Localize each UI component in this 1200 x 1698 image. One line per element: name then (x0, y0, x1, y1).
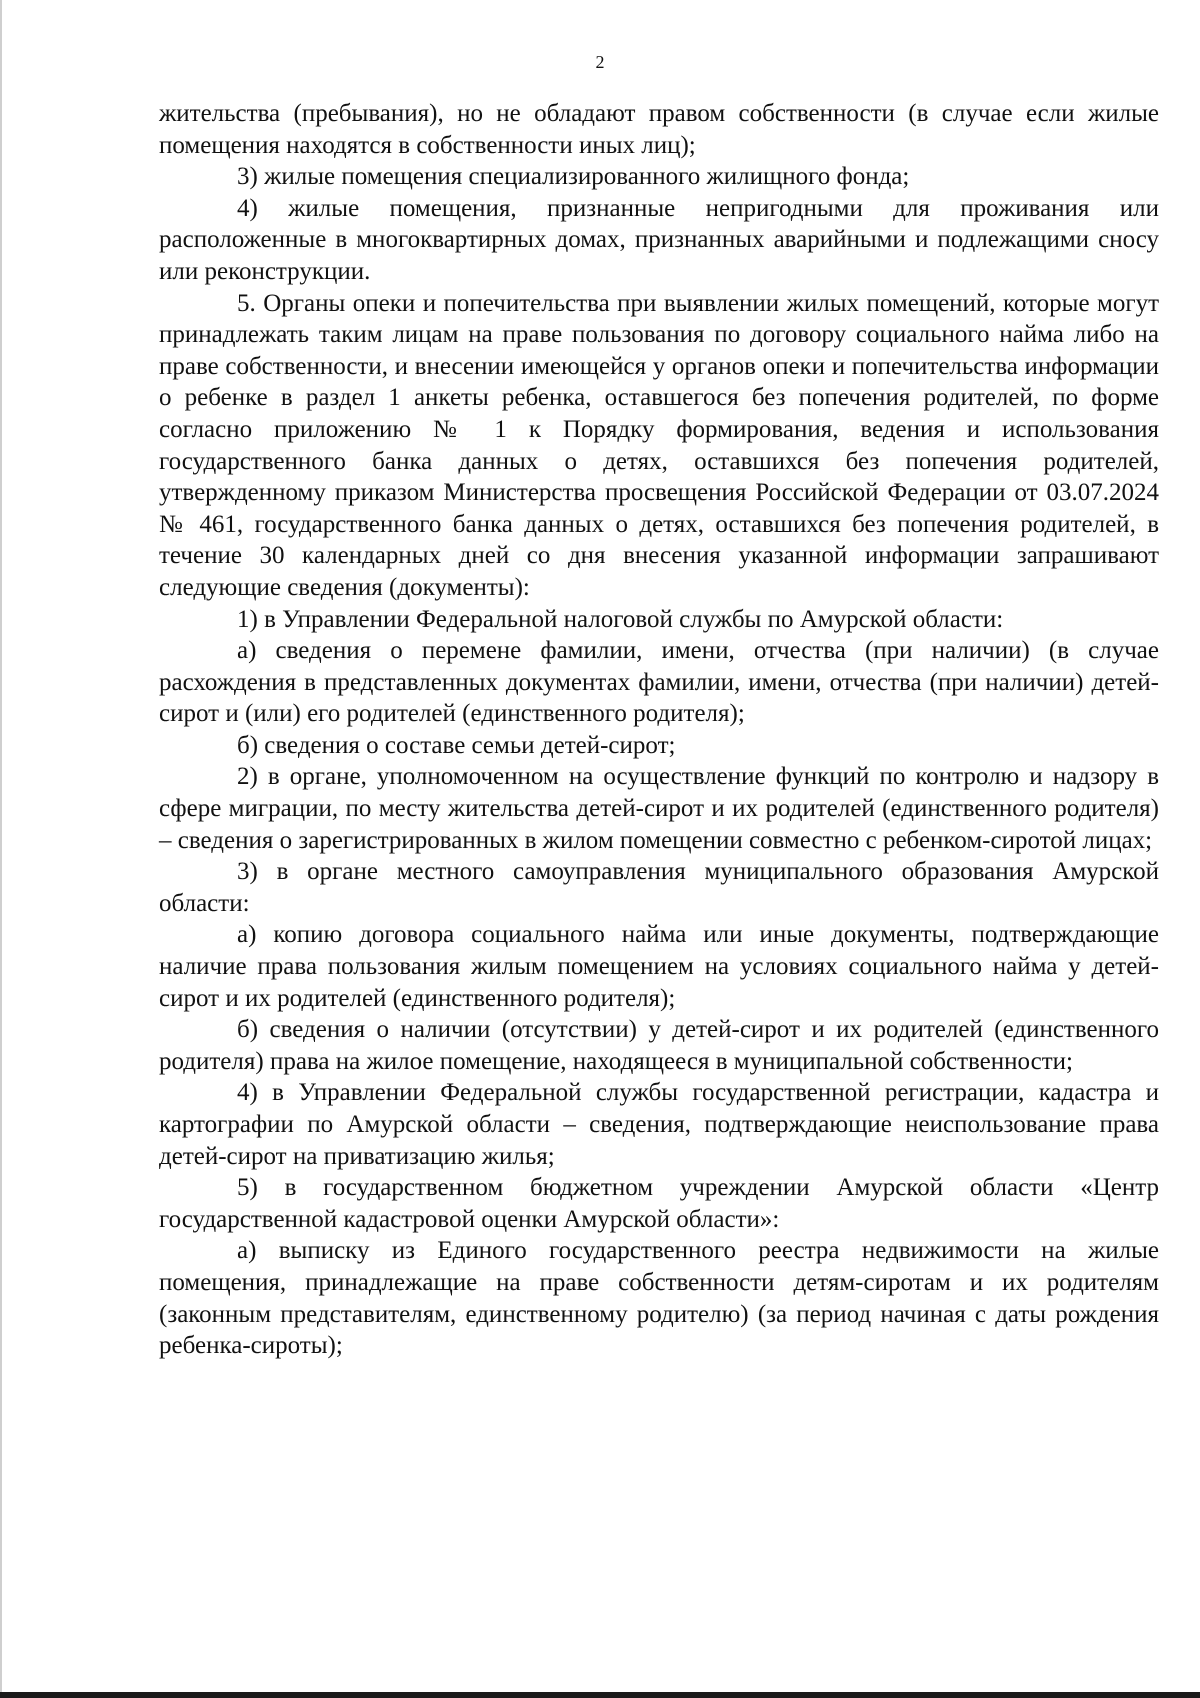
paragraph-5-cadastral-center: 5) в государственном бюджетном учреждении Амурской области «Центр государственной кадастровой оценки Амурской области»: (159, 1174, 1159, 1233)
paragraph-5a-registry-extract: а) выписку из Единого государственного реестра недвижимости на жилые помещения, принадлежащие на праве собственности детям-сиротам и их родителям (законным представителям, единственному родителю) (за период начиная с даты рождения ребенка-сироты); (159, 1237, 1159, 1360)
paragraph-residence-continuation: жительства (пребывания), но не обладают правом собственности (в случае если жилые помещения находятся в собственности иных лиц); (159, 100, 1159, 159)
paragraph-item-4-unfit-housing: 4) жилые помещения, признанные непригодными для проживания или расположенные в многоквартирных домах, признанных аварийными и подлежащими сносу или реконструкции. (159, 194, 1159, 285)
paragraph-1-tax-service: 1) в Управлении Федеральной налоговой службы по Амурской области: (237, 605, 1004, 633)
scan-left-edge (0, 0, 2, 1698)
scan-bottom-edge (0, 1692, 1200, 1698)
page-number: 2 (595, 52, 605, 72)
paragraph-item-3-specialized-housing: 3) жилые помещения специализированного жилищного фонда; (237, 163, 910, 191)
paragraph-3b-municipal-property: б) сведения о наличии (отсутствии) у детей-сирот и их родителей (единственного родителя) права на жилое помещение, находящееся в муниципальной собственности; (159, 1016, 1159, 1075)
paragraph-clause-5-guardianship: 5. Органы опеки и попечительства при выявлении жилых помещений, которые могут принадлежать таким лицам на праве пользования по договору социального найма либо на праве собственности, и внесении имеющейся у органов опеки и попечительства информации о ребенке в раздел 1 анкеты ребенка, оставшегося без попечения родителей, по форме согласно приложению № 1 к Порядку формирования, ведения и использования государственного банка данных о детях, оставшихся без попечения родителей, утвержденному приказом Министерства просвещения Российской Федерации от 03.07.2024 № 461, государственного банка данных о детях, оставшихся без попечения родителей, в течение 30 календарных дней со дня внесения указанной информации запрашивают следующие сведения (документы): (159, 289, 1159, 601)
paragraph-4-registration-service: 4) в Управлении Федеральной службы государственной регистрации, кадастра и картографии по Амурской области – сведения, подтверждающие неиспользование права детей-сирот на приватизацию жилья; (159, 1079, 1159, 1170)
paragraph-3-local-government: 3) в органе местного самоуправления муниципального образования Амурской области: (159, 858, 1159, 917)
paragraph-3a-lease-contract: а) копию договора социального найма или иные документы, подтверждающие наличие права пользования жилым помещением на условиях социального найма у детей-сирот и их родителей (единственного родителя); (159, 921, 1159, 1012)
paragraph-1a-name-change: а) сведения о перемене фамилии, имени, отчества (при наличии) (в случае расхождения в представленных документах фамилии, имени, отчества (при наличии) детей-сирот и (или) его родителей (единственного родителя); (159, 637, 1159, 728)
document-body (159, 98, 1159, 1362)
paragraph-1b-family-composition: б) сведения о составе семьи детей-сирот; (237, 731, 676, 759)
paragraph-2-migration-authority: 2) в органе, уполномоченном на осуществление функций по контролю и надзору в сфере миграции, по месту жительства детей-сирот и их родителей (единственного родителя) – сведения о зарегистрированных в жилом помещении совместно с ребенком-сиротой лицах; (159, 763, 1159, 854)
